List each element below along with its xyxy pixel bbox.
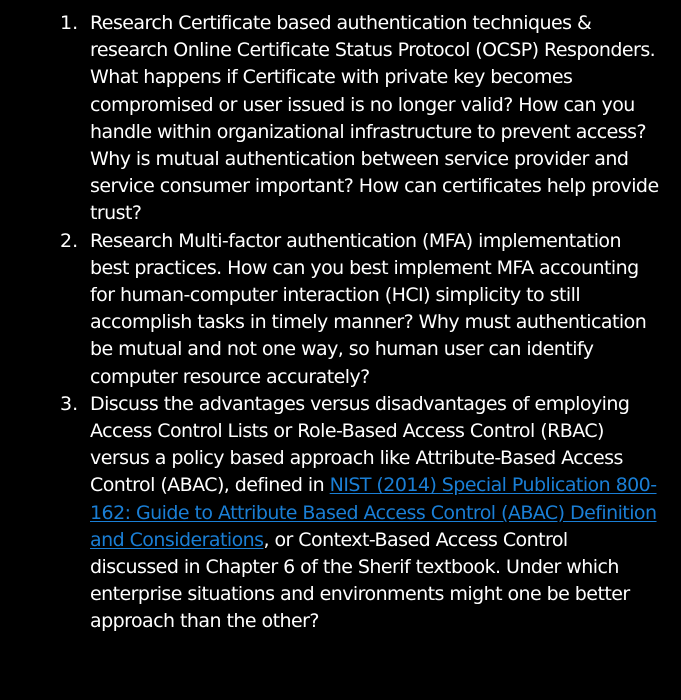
question-item-2 — [0, 228, 661, 391]
question-number: 1. — [60, 12, 79, 34]
question-text-after-link: , or Context-Based Access Control discussed in Chapter 6 of the Sherif textbook. Under which enterprise situations and environments might one be better approach than the other? — [90, 528, 630, 633]
question-text: Research Multi-factor authentication (MFA) implementation best practices. How can you best implement MFA accounting for human-computer interaction (HCI) simplicity to still accomplish tasks in timely manner? Why must authentication be mutual and not one way, so human user can identify computer resource accurately? — [90, 229, 647, 388]
question-list — [0, 10, 661, 636]
question-item-3 — [0, 391, 661, 636]
question-number: 3. — [60, 392, 79, 415]
question-number: 2. — [60, 229, 79, 252]
nist-publication-link[interactable]: NIST (2014) Special Publication 800-162: Guide to Attribute Based Access Control (ABAC) Definition and Considerations — [90, 474, 657, 551]
question-text-before-link: Discuss the advantages versus disadvantages of employing Access Control Lists or Role-Based Access Control (RBAC) versus a policy based approach like Attribute-Based Access Control (ABAC), defined in — [90, 392, 630, 497]
question-text: Research Certificate based authentication techniques & research Online Certificate Status Protocol (OCSP) Responders. What happens if Certificate with private key becomes compromised or user issued is no longer valid? How can you handle within organizational infrastructure to prevent access? Why is mutual authentication between service provider and service consumer important? How can certificates help provide trust? — [90, 12, 659, 225]
question-item-1 — [0, 10, 661, 228]
